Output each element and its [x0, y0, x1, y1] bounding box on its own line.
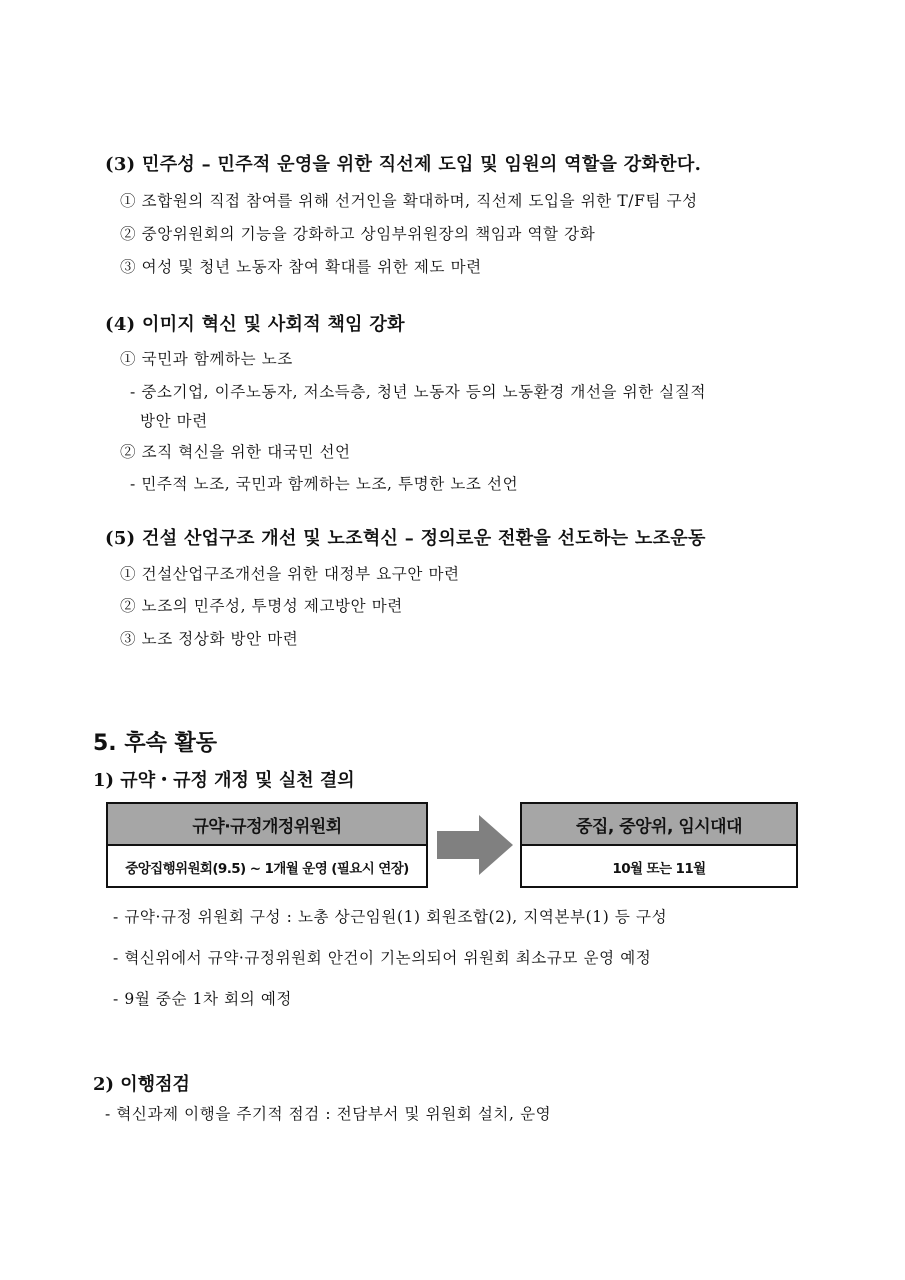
section-4-item-2: ② 조직 혁신을 위한 대국민 선언: [120, 443, 351, 461]
section-4-item-1-detail: - 중소기업, 이주노동자, 저소득층, 청년 노동자 등의 노동환경 개선을 위한 실질적: [130, 383, 707, 401]
followup-bullet-2: - 혁신위에서 규약·규정위원회 안건이 기논의되어 위원회 최소규모 운영 예정: [113, 949, 652, 967]
section-5-item-2: ② 노조의 민주성, 투명성 제고방안 마련: [120, 597, 403, 615]
section-3-heading: (3) 민주성 – 민주적 운영을 위한 직선제 도입 및 임원의 역할을 강화한다.: [105, 154, 702, 175]
flow-box-convention-header: 중집, 중앙위, 임시대대: [522, 804, 796, 846]
followup-subheading-2: 2) 이행점검: [93, 1074, 190, 1095]
flow-box-convention: [520, 802, 798, 888]
section-3-item-3: ③ 여성 및 청년 노동자 참여 확대를 위한 제도 마련: [120, 258, 482, 276]
section-5-item-3: ③ 노조 정상화 방안 마련: [120, 630, 299, 648]
section-3-item-1: ① 조합원의 직접 참여를 위해 선거인을 확대하며, 직선제 도입을 위한 T/F팀 구성: [120, 192, 698, 210]
flow-box-convention-body: 10월 또는 11월: [612, 861, 706, 877]
section-3-item-2: ② 중앙위원회의 기능을 강화하고 상임부위원장의 책임과 역할 강화: [120, 225, 596, 243]
section-4-item-1-detail-cont: 방안 마련: [140, 412, 208, 430]
followup-bullet-1: - 규약·규정 위원회 구성 : 노총 상근임원(1) 회원조합(2), 지역본부(1) 등 구성: [113, 908, 668, 926]
followup-bullet-3: - 9월 중순 1차 회의 예정: [113, 990, 292, 1008]
section-5-heading: (5) 건설 산업구조 개선 및 노조혁신 – 정의로운 전환을 선도하는 노조운동: [105, 528, 706, 549]
section-5-item-1: ① 건설산업구조개선을 위한 대정부 요구안 마련: [120, 565, 460, 583]
followup-subheading-1: 1) 규약・규정 개정 및 실천 결의: [93, 770, 355, 791]
section-4-item-1: ① 국민과 함께하는 노조: [120, 350, 293, 368]
followup-title: 5. 후속 활동: [93, 731, 217, 756]
flow-box-committee: [106, 802, 428, 888]
flow-box-committee-header: 규약·규정개정위원회: [108, 804, 426, 846]
flow-box-committee-body: 중앙집행위원회(9.5) ~ 1개월 운영 (필요시 연장): [125, 861, 409, 877]
section-4-item-2-detail: - 민주적 노조, 국민과 함께하는 노조, 투명한 노조 선언: [130, 475, 519, 493]
right-arrow-icon: [437, 815, 513, 875]
followup-subheading-2-bullet: - 혁신과제 이행을 주기적 점검 : 전담부서 및 위원회 설치, 운영: [105, 1105, 552, 1123]
section-4-heading: (4) 이미지 혁신 및 사회적 책임 강화: [105, 314, 405, 335]
